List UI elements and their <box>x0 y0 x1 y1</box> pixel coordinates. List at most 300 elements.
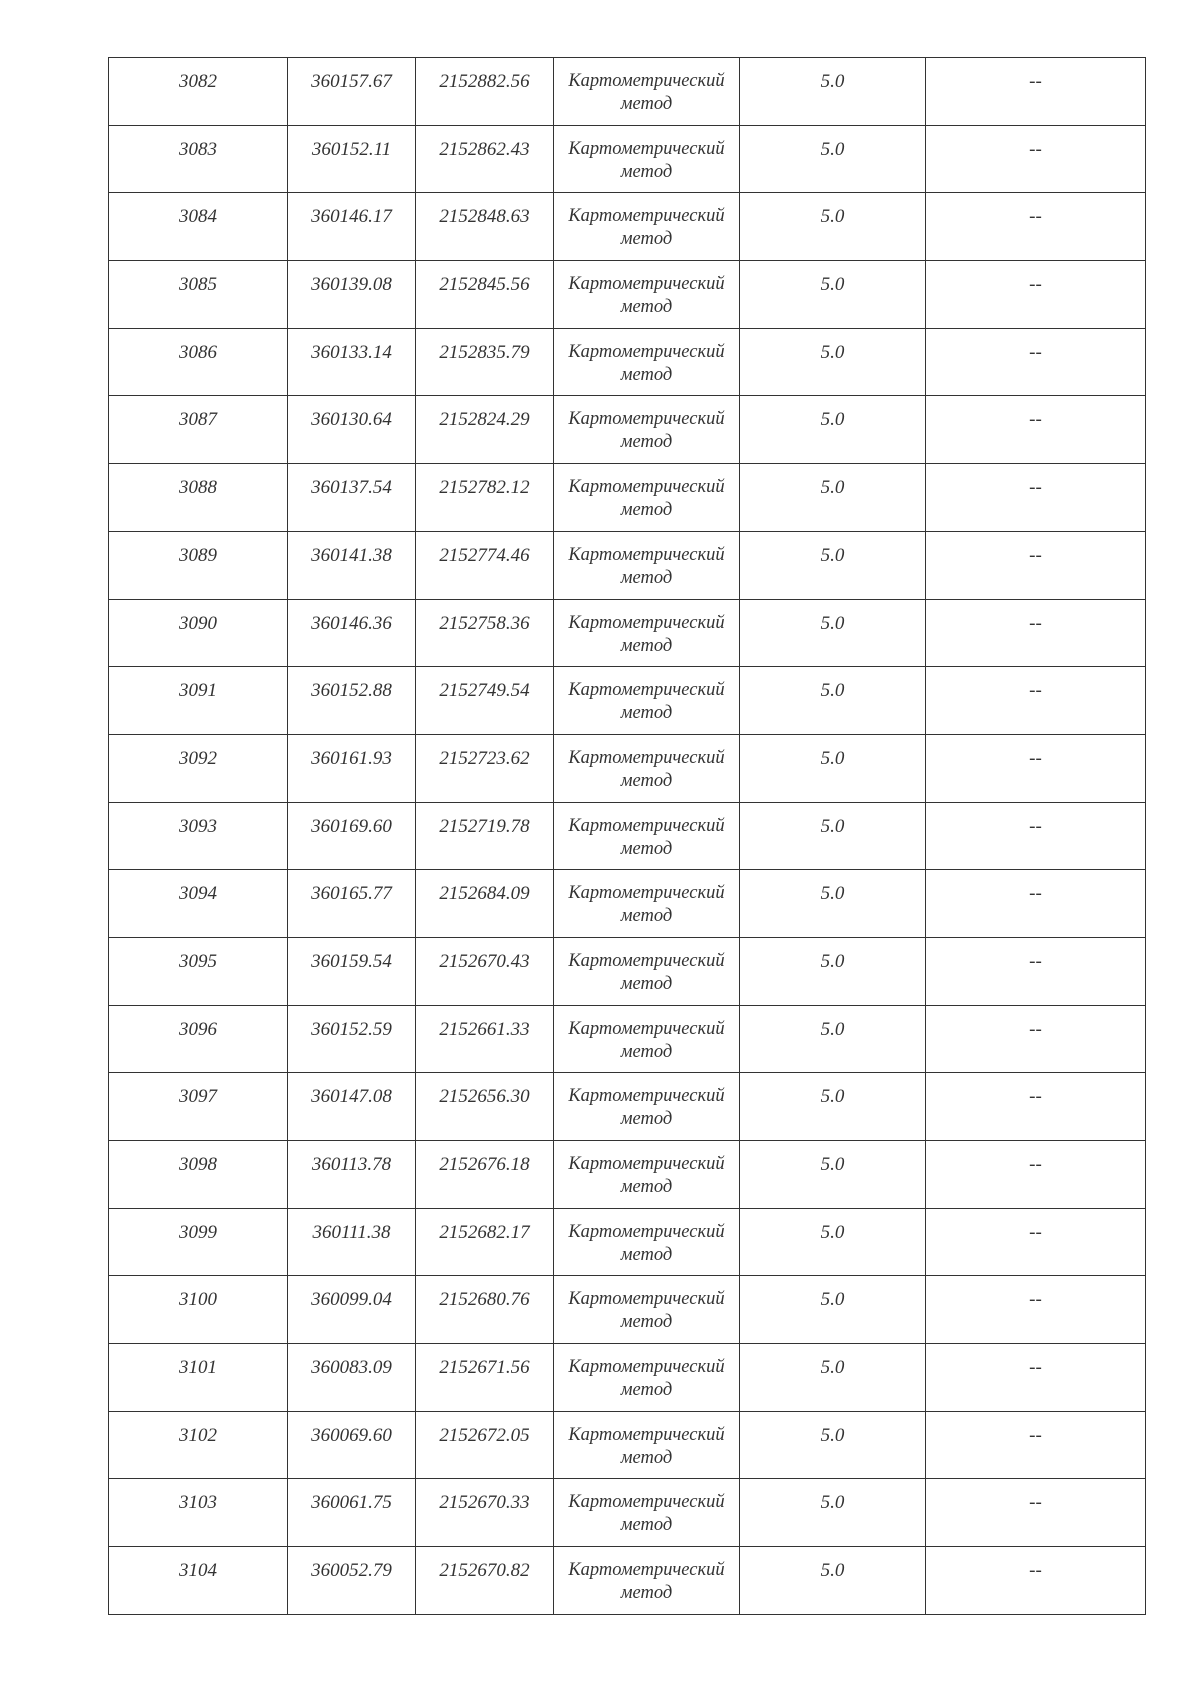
x-coordinate-cell <box>288 1344 416 1412</box>
accuracy-cell <box>740 802 926 870</box>
point-number-cell <box>109 1141 288 1209</box>
x-coordinate-cell <box>288 1073 416 1141</box>
point-number-cell <box>109 1208 288 1276</box>
point-number-cell <box>109 1411 288 1479</box>
method-line-2: метод <box>620 1177 673 1197</box>
accuracy-cell-text: 5.0 <box>820 477 845 499</box>
method-cell <box>554 870 740 938</box>
method-line-1: Картометрический <box>568 950 725 971</box>
method-line-2: метод <box>620 1109 673 1130</box>
point-number-cell-text: 3097 <box>179 1086 217 1108</box>
method-text <box>554 1479 739 1537</box>
point-number-cell <box>109 802 288 870</box>
description-cell <box>926 1073 1146 1141</box>
y-coordinate-cell <box>416 1005 554 1073</box>
y-coordinate-cell <box>416 464 554 532</box>
description-cell-text: -- <box>1029 1424 1042 1446</box>
y-coordinate-cell-text: 2152670.43 <box>439 950 530 972</box>
table-row <box>109 599 1146 667</box>
description-cell <box>926 1208 1146 1276</box>
method-cell <box>554 261 740 329</box>
method-line-2: метод <box>620 500 673 521</box>
table-row <box>109 1005 1146 1073</box>
y-coordinate-cell <box>416 1141 554 1209</box>
y-coordinate-cell <box>416 531 554 599</box>
point-number-cell <box>109 531 288 599</box>
method-line-1: Картометрический <box>568 1357 725 1378</box>
table-row <box>109 734 1146 802</box>
point-number-cell-text: 3099 <box>179 1221 217 1243</box>
table-row <box>109 667 1146 735</box>
accuracy-cell-text: 5.0 <box>820 815 845 837</box>
point-number-cell <box>109 599 288 667</box>
method-line-2: метод <box>620 703 673 724</box>
point-number-cell-text: 3088 <box>179 477 217 499</box>
x-coordinate-cell-text: 360139.08 <box>311 274 392 296</box>
point-number-cell <box>109 328 288 396</box>
method-cell <box>554 193 740 261</box>
y-coordinate-cell <box>416 1208 554 1276</box>
y-coordinate-cell-text: 2152824.29 <box>439 409 530 431</box>
point-number-cell-text: 3084 <box>179 206 217 228</box>
x-coordinate-cell <box>288 667 416 735</box>
y-coordinate-cell <box>416 328 554 396</box>
x-coordinate-cell-text: 360137.54 <box>311 477 392 499</box>
y-coordinate-cell-text: 2152670.33 <box>439 1492 530 1514</box>
y-coordinate-cell-text: 2152845.56 <box>439 274 530 296</box>
table-row <box>109 1276 1146 1344</box>
method-line-2: метод <box>620 567 673 588</box>
method-line-2: метод <box>620 1380 673 1401</box>
point-number-cell-text: 3102 <box>179 1424 217 1446</box>
x-coordinate-cell <box>288 1141 416 1209</box>
point-number-cell-text: 3091 <box>179 680 217 702</box>
point-number-cell-text: 3092 <box>179 747 217 769</box>
x-coordinate-cell-text: 360159.54 <box>311 950 392 972</box>
accuracy-cell <box>740 58 926 126</box>
accuracy-cell <box>740 261 926 329</box>
accuracy-cell <box>740 531 926 599</box>
x-coordinate-cell-text: 360161.93 <box>311 747 392 769</box>
description-cell <box>926 937 1146 1005</box>
y-coordinate-cell <box>416 1276 554 1344</box>
accuracy-cell-text: 5.0 <box>820 409 845 431</box>
x-coordinate-cell <box>288 464 416 532</box>
coordinates-table-body <box>109 58 1146 1615</box>
method-cell <box>554 1547 740 1615</box>
description-cell <box>926 1547 1146 1615</box>
point-number-cell-text: 3085 <box>179 274 217 296</box>
x-coordinate-cell <box>288 261 416 329</box>
description-cell-text: -- <box>1029 477 1042 499</box>
y-coordinate-cell-text: 2152774.46 <box>439 544 530 566</box>
x-coordinate-cell <box>288 396 416 464</box>
table-row <box>109 261 1146 329</box>
point-number-cell-text: 3100 <box>179 1289 217 1311</box>
y-coordinate-cell-text: 2152680.76 <box>439 1289 530 1311</box>
y-coordinate-cell <box>416 667 554 735</box>
description-cell-text: -- <box>1029 883 1042 905</box>
x-coordinate-cell <box>288 599 416 667</box>
description-cell <box>926 734 1146 802</box>
method-text <box>554 1073 739 1131</box>
method-cell <box>554 802 740 870</box>
x-coordinate-cell <box>288 1479 416 1547</box>
method-line-1: Картометрический <box>568 815 725 836</box>
accuracy-cell <box>740 1344 926 1412</box>
description-cell <box>926 193 1146 261</box>
accuracy-cell-text: 5.0 <box>820 71 845 92</box>
description-cell-text: -- <box>1029 341 1042 363</box>
point-number-cell <box>109 1276 288 1344</box>
x-coordinate-cell-text: 360152.59 <box>311 1018 392 1040</box>
accuracy-cell <box>740 870 926 938</box>
accuracy-cell-text: 5.0 <box>820 612 845 634</box>
accuracy-cell-text: 5.0 <box>820 1154 845 1175</box>
method-cell <box>554 531 740 599</box>
x-coordinate-cell <box>288 734 416 802</box>
y-coordinate-cell-text: 2152882.56 <box>439 71 530 92</box>
method-text <box>554 1276 739 1334</box>
x-coordinate-cell-text: 360146.17 <box>311 206 392 228</box>
point-number-cell-text: 3089 <box>179 544 217 566</box>
x-coordinate-cell <box>288 58 416 126</box>
method-line-2: метод <box>620 432 673 453</box>
accuracy-cell-text: 5.0 <box>820 544 845 566</box>
y-coordinate-cell-text: 2152782.12 <box>439 477 530 499</box>
accuracy-cell <box>740 1276 926 1344</box>
accuracy-cell-text: 5.0 <box>820 1289 845 1311</box>
accuracy-cell-text: 5.0 <box>820 1560 845 1582</box>
point-number-cell <box>109 125 288 193</box>
description-cell <box>926 1005 1146 1073</box>
method-text <box>554 667 739 725</box>
accuracy-cell <box>740 1208 926 1276</box>
point-number-cell <box>109 1547 288 1615</box>
y-coordinate-cell-text: 2152758.36 <box>439 612 530 634</box>
point-number-cell <box>109 1005 288 1073</box>
description-cell-text: -- <box>1029 950 1042 972</box>
description-cell-text: -- <box>1029 1289 1042 1311</box>
y-coordinate-cell <box>416 261 554 329</box>
table-row <box>109 870 1146 938</box>
accuracy-cell-text: 5.0 <box>820 341 845 363</box>
description-cell-text: -- <box>1029 409 1042 431</box>
method-cell <box>554 937 740 1005</box>
method-line-1: Картометрический <box>568 1018 725 1039</box>
description-cell <box>926 1141 1146 1209</box>
point-number-cell-text: 3090 <box>179 612 217 634</box>
y-coordinate-cell <box>416 599 554 667</box>
y-coordinate-cell-text: 2152671.56 <box>439 1357 530 1379</box>
y-coordinate-cell-text: 2152676.18 <box>439 1154 530 1175</box>
x-coordinate-cell-text: 360169.60 <box>311 815 392 837</box>
method-text <box>554 396 739 454</box>
description-cell <box>926 667 1146 735</box>
method-cell <box>554 1141 740 1209</box>
y-coordinate-cell-text: 2152749.54 <box>439 680 530 702</box>
method-line-2: метод <box>620 364 673 385</box>
method-cell <box>554 58 740 126</box>
x-coordinate-cell-text: 360157.67 <box>311 71 392 92</box>
x-coordinate-cell <box>288 1208 416 1276</box>
accuracy-cell-text: 5.0 <box>820 883 845 905</box>
x-coordinate-cell-text: 360083.09 <box>311 1357 392 1379</box>
method-line-2: метод <box>620 161 673 182</box>
x-coordinate-cell <box>288 1547 416 1615</box>
method-text <box>554 532 739 590</box>
point-number-cell-text: 3095 <box>179 950 217 972</box>
method-line-1: Картометрический <box>568 206 725 227</box>
point-number-cell <box>109 193 288 261</box>
method-cell <box>554 734 740 802</box>
table-row <box>109 193 1146 261</box>
description-cell-text: -- <box>1029 274 1042 296</box>
accuracy-cell <box>740 1005 926 1073</box>
x-coordinate-cell-text: 360147.08 <box>311 1086 392 1108</box>
method-text <box>554 938 739 996</box>
point-number-cell-text: 3086 <box>179 341 217 363</box>
accuracy-cell <box>740 734 926 802</box>
table-row <box>109 1073 1146 1141</box>
point-number-cell-text: 3096 <box>179 1018 217 1040</box>
method-line-2: метод <box>620 297 673 318</box>
table-row <box>109 58 1146 126</box>
method-line-2: метод <box>620 229 673 250</box>
description-cell <box>926 464 1146 532</box>
table-row <box>109 396 1146 464</box>
table-row <box>109 802 1146 870</box>
method-line-2: метод <box>620 1041 673 1062</box>
method-cell <box>554 1005 740 1073</box>
description-cell <box>926 58 1146 126</box>
method-text <box>554 329 739 387</box>
x-coordinate-cell-text: 360133.14 <box>311 341 392 363</box>
method-line-1: Картометрический <box>568 1424 725 1445</box>
y-coordinate-cell <box>416 58 554 126</box>
method-line-1: Картометрический <box>568 1492 725 1513</box>
method-text <box>554 1547 739 1605</box>
method-line-2: метод <box>620 770 673 791</box>
description-cell <box>926 870 1146 938</box>
method-line-2: метод <box>620 1244 673 1265</box>
y-coordinate-cell-text: 2152719.78 <box>439 815 530 837</box>
y-coordinate-cell <box>416 1344 554 1412</box>
description-cell-text: -- <box>1029 138 1042 160</box>
y-coordinate-cell <box>416 193 554 261</box>
method-cell <box>554 464 740 532</box>
y-coordinate-cell <box>416 1547 554 1615</box>
description-cell-text: -- <box>1029 544 1042 566</box>
accuracy-cell <box>740 125 926 193</box>
x-coordinate-cell-text: 360113.78 <box>311 1154 392 1175</box>
point-number-cell <box>109 1479 288 1547</box>
point-number-cell <box>109 870 288 938</box>
accuracy-cell <box>740 1411 926 1479</box>
y-coordinate-cell <box>416 125 554 193</box>
method-text <box>554 1006 739 1064</box>
description-cell <box>926 125 1146 193</box>
accuracy-cell <box>740 328 926 396</box>
method-line-1: Картометрический <box>568 680 725 701</box>
point-number-cell <box>109 58 288 126</box>
method-line-2: метод <box>620 635 673 656</box>
method-text <box>554 1412 739 1470</box>
x-coordinate-cell-text: 360165.77 <box>311 883 392 905</box>
method-cell <box>554 1411 740 1479</box>
x-coordinate-cell-text: 360052.79 <box>311 1560 392 1582</box>
y-coordinate-cell-text: 2152682.17 <box>439 1221 530 1243</box>
method-line-1: Картометрический <box>568 477 725 498</box>
accuracy-cell-text: 5.0 <box>820 1492 845 1514</box>
accuracy-cell-text: 5.0 <box>820 1086 845 1108</box>
method-line-2: метод <box>620 973 673 994</box>
method-line-1: Картометрический <box>568 612 725 633</box>
point-number-cell-text: 3093 <box>179 815 217 837</box>
method-text <box>554 58 739 116</box>
method-cell <box>554 1208 740 1276</box>
document-page <box>108 57 1145 1615</box>
method-line-1: Картометрический <box>568 544 725 565</box>
x-coordinate-cell-text: 360146.36 <box>311 612 392 634</box>
method-text <box>554 126 739 184</box>
accuracy-cell-text: 5.0 <box>820 1221 845 1243</box>
method-cell <box>554 125 740 193</box>
method-cell <box>554 396 740 464</box>
method-line-1: Картометрический <box>568 341 725 362</box>
accuracy-cell-text: 5.0 <box>820 1357 845 1379</box>
y-coordinate-cell-text: 2152684.09 <box>439 883 530 905</box>
method-text <box>554 464 739 522</box>
method-line-2: метод <box>620 1447 673 1468</box>
description-cell <box>926 1411 1146 1479</box>
method-text <box>554 600 739 658</box>
point-number-cell-text: 3098 <box>179 1154 217 1175</box>
description-cell-text: -- <box>1029 206 1042 228</box>
table-row <box>109 464 1146 532</box>
description-cell-text: -- <box>1029 1154 1042 1175</box>
point-number-cell <box>109 667 288 735</box>
point-number-cell-text: 3082 <box>179 71 217 92</box>
description-cell-text: -- <box>1029 1357 1042 1379</box>
table-row <box>109 1479 1146 1547</box>
x-coordinate-cell <box>288 802 416 870</box>
method-line-2: метод <box>620 838 673 859</box>
y-coordinate-cell-text: 2152661.33 <box>439 1018 530 1040</box>
x-coordinate-cell-text: 360061.75 <box>311 1492 392 1514</box>
y-coordinate-cell <box>416 734 554 802</box>
point-number-cell <box>109 464 288 532</box>
description-cell <box>926 1479 1146 1547</box>
accuracy-cell <box>740 464 926 532</box>
method-text <box>554 1344 739 1402</box>
method-line-2: метод <box>620 906 673 927</box>
x-coordinate-cell-text: 360141.38 <box>311 544 392 566</box>
method-line-1: Картометрический <box>568 747 725 768</box>
point-number-cell-text: 3103 <box>179 1492 217 1514</box>
point-number-cell-text: 3104 <box>179 1560 217 1582</box>
table-row <box>109 1141 1146 1209</box>
table-row <box>109 1411 1146 1479</box>
method-line-1: Картометрический <box>568 883 725 904</box>
point-number-cell <box>109 396 288 464</box>
method-line-1: Картометрический <box>568 1154 725 1174</box>
x-coordinate-cell-text: 360130.64 <box>311 409 392 431</box>
accuracy-cell <box>740 1547 926 1615</box>
accuracy-cell-text: 5.0 <box>820 206 845 228</box>
method-cell <box>554 328 740 396</box>
point-number-cell <box>109 1073 288 1141</box>
y-coordinate-cell <box>416 937 554 1005</box>
description-cell <box>926 1344 1146 1412</box>
description-cell-text: -- <box>1029 815 1042 837</box>
method-line-1: Картометрический <box>568 274 725 295</box>
accuracy-cell <box>740 193 926 261</box>
y-coordinate-cell <box>416 1411 554 1479</box>
method-cell <box>554 1276 740 1344</box>
table-row <box>109 1547 1146 1615</box>
coordinates-table <box>108 57 1146 1615</box>
method-line-1: Картометрический <box>568 71 725 91</box>
description-cell <box>926 261 1146 329</box>
method-line-1: Картометрический <box>568 409 725 430</box>
x-coordinate-cell <box>288 531 416 599</box>
y-coordinate-cell-text: 2152656.30 <box>439 1086 530 1108</box>
method-text <box>554 735 739 793</box>
description-cell-text: -- <box>1029 1560 1042 1582</box>
description-cell <box>926 396 1146 464</box>
x-coordinate-cell <box>288 193 416 261</box>
point-number-cell-text: 3087 <box>179 409 217 431</box>
y-coordinate-cell <box>416 802 554 870</box>
accuracy-cell <box>740 667 926 735</box>
accuracy-cell <box>740 599 926 667</box>
table-row <box>109 328 1146 396</box>
x-coordinate-cell <box>288 1411 416 1479</box>
point-number-cell <box>109 1344 288 1412</box>
x-coordinate-cell <box>288 328 416 396</box>
description-cell-text: -- <box>1029 1086 1042 1108</box>
method-text <box>554 803 739 861</box>
method-line-1: Картометрический <box>568 1289 725 1310</box>
method-text <box>554 193 739 251</box>
method-line-2: метод <box>620 1583 673 1604</box>
table-row <box>109 937 1146 1005</box>
description-cell <box>926 802 1146 870</box>
method-text <box>554 870 739 928</box>
method-line-2: метод <box>620 1515 673 1536</box>
table-row <box>109 1208 1146 1276</box>
accuracy-cell <box>740 937 926 1005</box>
accuracy-cell-text: 5.0 <box>820 1424 845 1446</box>
x-coordinate-cell <box>288 937 416 1005</box>
accuracy-cell <box>740 1141 926 1209</box>
description-cell-text: -- <box>1029 71 1042 92</box>
method-text <box>554 1209 739 1267</box>
description-cell-text: -- <box>1029 747 1042 769</box>
y-coordinate-cell-text: 2152862.43 <box>439 138 530 160</box>
accuracy-cell <box>740 1479 926 1547</box>
description-cell-text: -- <box>1029 612 1042 634</box>
accuracy-cell-text: 5.0 <box>820 138 845 160</box>
method-cell <box>554 599 740 667</box>
x-coordinate-cell <box>288 1005 416 1073</box>
y-coordinate-cell-text: 2152672.05 <box>439 1424 530 1446</box>
description-cell-text: -- <box>1029 1221 1042 1243</box>
description-cell-text: -- <box>1029 680 1042 702</box>
accuracy-cell <box>740 1073 926 1141</box>
y-coordinate-cell-text: 2152670.82 <box>439 1560 530 1582</box>
